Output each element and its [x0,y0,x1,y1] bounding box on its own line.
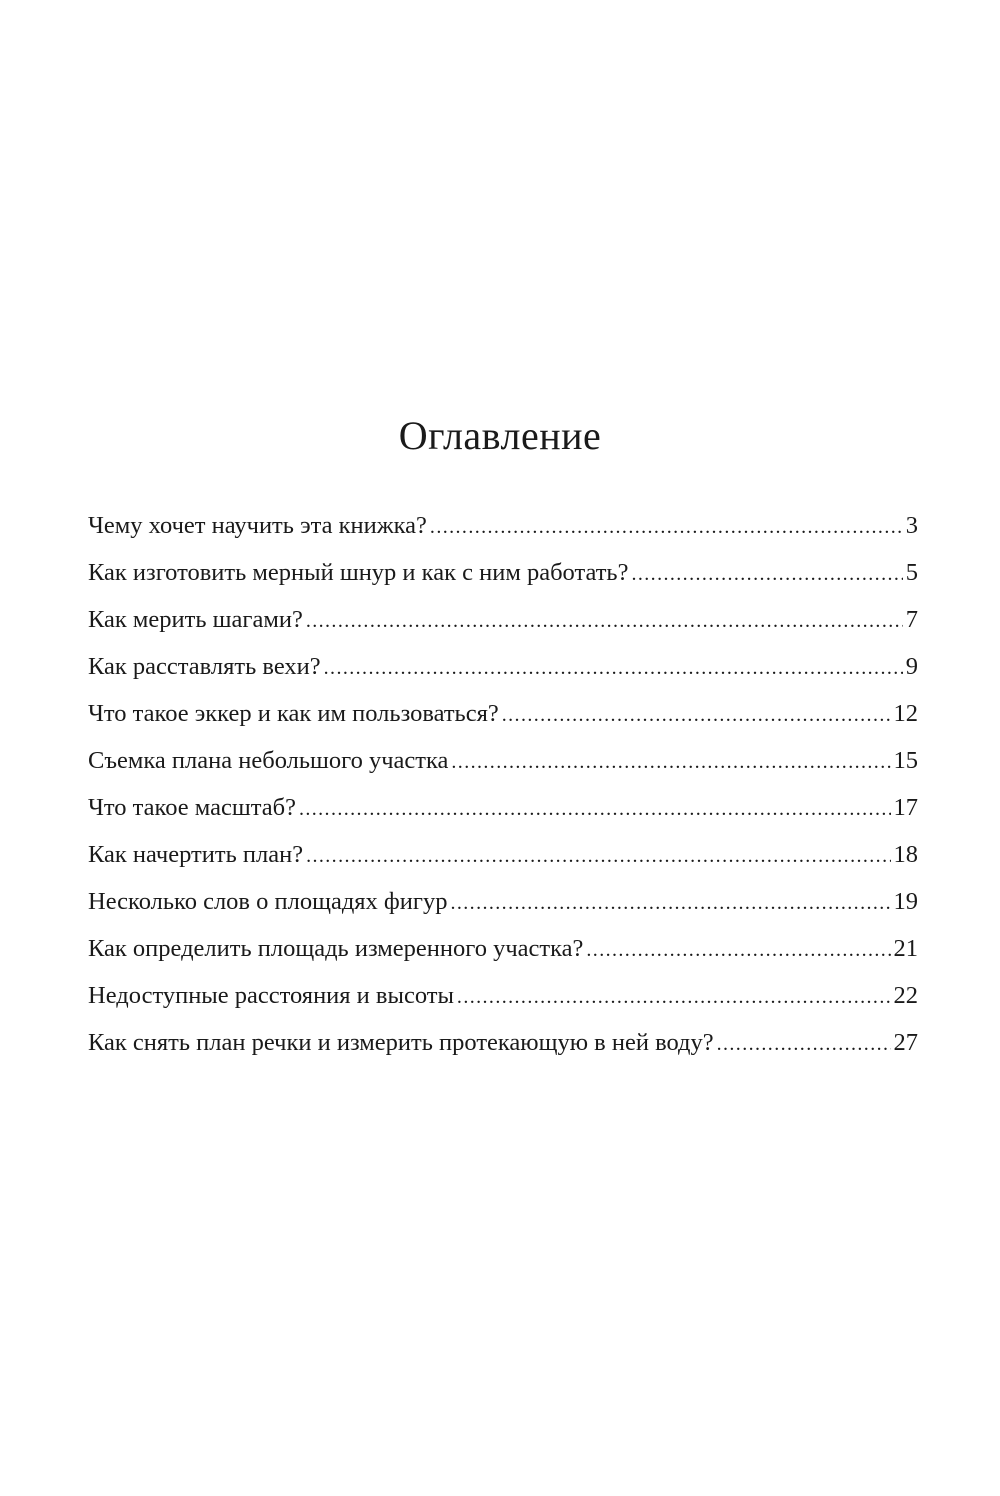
toc-entry-page-number: 18 [893,841,918,868]
toc-entry-label: Что такое эккер и как им пользоваться? [88,700,499,727]
toc-entry-page-number: 3 [905,512,918,539]
toc-entry-page-number: 12 [893,700,918,727]
toc-entry-page-number: 5 [905,559,918,586]
toc-entry[interactable] [88,878,918,925]
dot-leader [450,880,890,927]
toc-entry-label: Как начертить план? [88,841,304,868]
toc-entry-label: Как изготовить мерный шнур и как с ним работать? [88,559,629,586]
dot-leader [306,833,890,880]
toc-entry-page-number: 19 [893,888,918,915]
toc-entry[interactable] [88,549,918,596]
toc-entry[interactable] [88,596,918,643]
toc-entry-page-number: 17 [893,794,918,821]
toc-entry-label: Съемка плана небольшого участка [88,747,449,774]
toc-entry[interactable] [88,831,918,878]
toc-title: Оглавление [398,413,602,458]
toc-entry[interactable] [88,1019,918,1066]
dot-leader [306,598,903,645]
toc-entry[interactable] [88,972,918,1019]
toc-entry-label: Как мерить шагами? [88,606,303,633]
toc-entry-page-number: 9 [905,653,918,680]
toc-entry-page-number: 22 [893,982,918,1009]
toc-entry[interactable] [88,690,918,737]
toc-entry-label: Как расставлять вехи? [88,653,321,680]
dot-leader [430,504,903,551]
dot-leader [631,551,902,598]
dot-leader [502,692,891,739]
toc-entry-label: Как определить площадь измеренного участка? [88,935,584,962]
dot-leader [451,739,890,786]
toc-entry-label: Как снять план речки и измерить протекающую в ней воду? [88,1029,714,1056]
toc-entry-label: Что такое масштаб? [88,794,296,821]
dot-leader [586,927,890,974]
toc-entry-page-number: 21 [893,935,918,962]
toc-entry-page-number: 15 [893,747,918,774]
toc-entry[interactable] [88,784,918,831]
dot-leader [299,786,891,833]
toc-entry[interactable] [88,502,918,549]
dot-leader [457,974,891,1021]
toc-entry-label: Чему хочет научить эта книжка? [88,512,427,539]
dot-leader [717,1021,891,1068]
toc-entry[interactable] [88,737,918,784]
toc-entry[interactable] [88,643,918,690]
toc-entry-label: Несколько слов о площадях фигур [88,888,448,915]
toc-entry-page-number: 7 [905,606,918,633]
toc-entry-label: Недоступные расстояния и высоты [88,982,454,1009]
toc-list [88,502,918,1066]
dot-leader [324,645,903,692]
toc-entry[interactable] [88,925,918,972]
toc-entry-page-number: 27 [893,1029,918,1056]
